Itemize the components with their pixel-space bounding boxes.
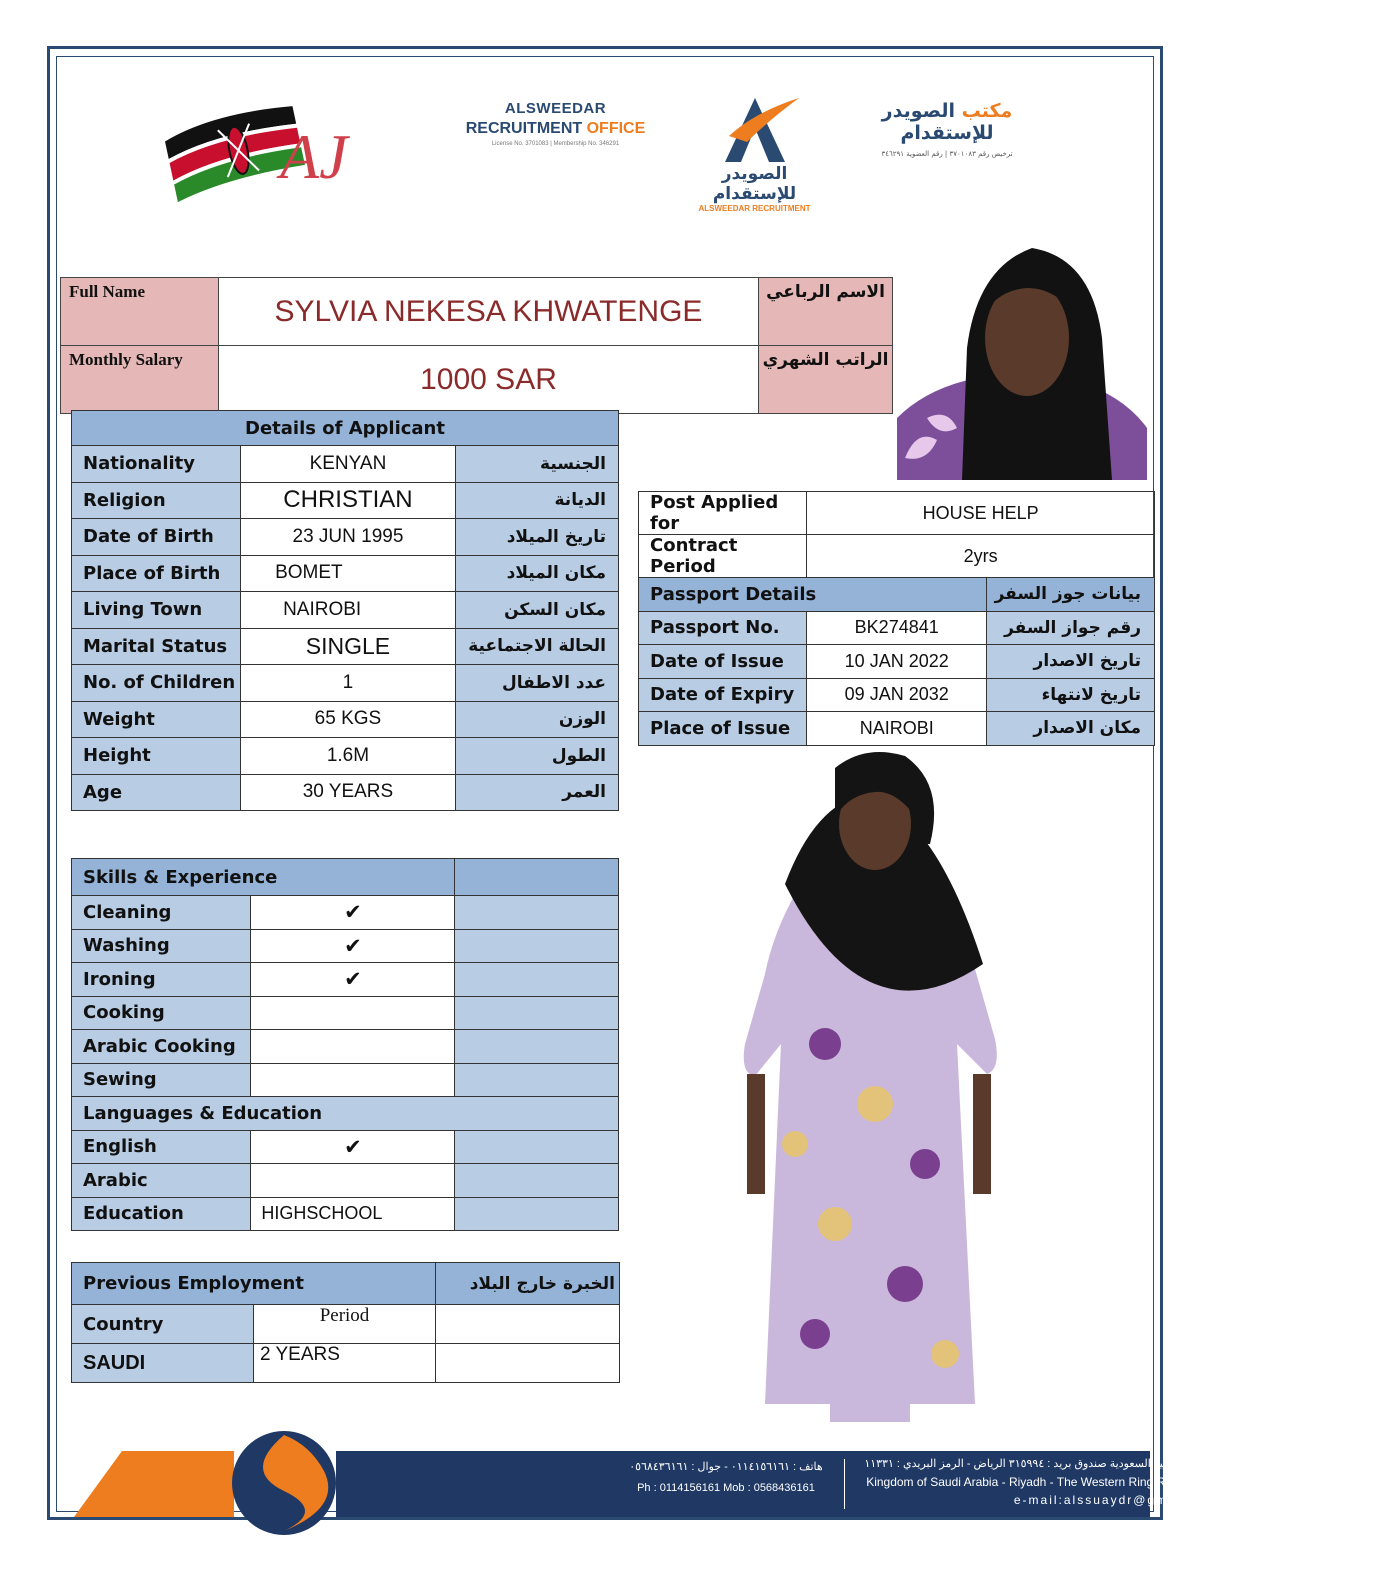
arabic-logo-license: ترخيص رقم ٣٧٠١٠٨٣ | رقم العضوية ٣٤٦٢٩١ — [881, 150, 1013, 158]
details-value: 23 JUN 1995 — [241, 519, 456, 556]
logo-license: License No. 3701083 | Membership No. 346291 — [491, 141, 620, 147]
skills-table — [71, 858, 619, 1231]
skill-blank — [455, 963, 619, 997]
table-row — [72, 665, 619, 702]
passport-value: BK274841 — [807, 611, 987, 645]
education-value: HIGHSCHOOL — [251, 1197, 455, 1231]
arabic-logo-title — [842, 100, 1052, 144]
passport-label: Passport No. — [639, 611, 807, 645]
table-row — [639, 492, 1155, 535]
details-label: Weight — [72, 701, 241, 738]
skill-value — [251, 1030, 455, 1064]
period-value: 2 YEARS — [254, 1344, 436, 1383]
language-blank — [455, 1164, 619, 1198]
logo-line-1: ALSWEEDAR — [504, 100, 607, 117]
languages-title: Languages & Education — [72, 1097, 619, 1131]
table-row — [72, 1197, 619, 1231]
salary-value: 1000 SAR — [219, 346, 759, 414]
skill-label: Cooking — [72, 996, 251, 1030]
footer-email: e-mail:alssuaydr@gmail.com — [1013, 1493, 1221, 1507]
skills-header-blank — [455, 859, 619, 896]
full-name-label: Full Name — [61, 278, 219, 346]
contract-period-value: 2yrs — [807, 535, 1155, 578]
a-logo-icon — [695, 92, 815, 164]
table-row — [639, 535, 1155, 578]
table-row — [72, 1130, 619, 1164]
skill-blank — [455, 1030, 619, 1064]
passport-value: 10 JAN 2022 — [807, 645, 987, 679]
post-passport-table — [638, 491, 1155, 746]
details-value: BOMET — [241, 555, 456, 592]
check-icon: ✔ — [251, 963, 455, 997]
country-label: Country — [72, 1305, 254, 1344]
table-row — [72, 896, 619, 930]
skill-label: Cleaning — [72, 896, 251, 930]
details-label-ar: العمر — [455, 774, 618, 811]
table-row — [639, 578, 1155, 612]
details-label-ar: الحالة الاجتماعية — [455, 628, 618, 665]
a-logo-english: ALSWEEDAR RECRUITMENT — [698, 204, 811, 213]
applicant-headshot-photo — [897, 228, 1147, 480]
skill-value — [251, 1063, 455, 1097]
footer-divider — [844, 1459, 845, 1509]
passport-value: 09 JAN 2032 — [807, 678, 987, 712]
language-blank — [455, 1130, 619, 1164]
details-label-ar: الديانة — [455, 482, 618, 519]
post-applied-label: Post Applied for — [639, 492, 807, 535]
passport-value: NAIROBI — [807, 712, 987, 746]
skill-label: Washing — [72, 929, 251, 963]
period-label: Period — [254, 1305, 436, 1344]
arabic-logo-name: الصويدر للإستقدام — [881, 100, 994, 144]
employment-blank — [436, 1344, 620, 1383]
education-label: Education — [72, 1197, 251, 1231]
details-label: Date of Birth — [72, 519, 241, 556]
skill-blank — [455, 1063, 619, 1097]
employment-title: Previous Employment — [72, 1263, 436, 1305]
details-label-ar: الطول — [455, 738, 618, 775]
kenya-flag-aj-logo — [160, 88, 370, 206]
check-icon: ✔ — [251, 1130, 455, 1164]
employment-blank — [436, 1305, 620, 1344]
table-row — [72, 701, 619, 738]
details-label: Nationality — [72, 446, 241, 483]
table-row — [72, 859, 619, 896]
skill-blank — [455, 896, 619, 930]
applicant-details-table — [71, 410, 619, 811]
table-row — [72, 555, 619, 592]
table-row — [72, 963, 619, 997]
table-row — [72, 1164, 619, 1198]
arabic-logo-office: مكتب — [961, 100, 1013, 122]
logo-office: OFFICE — [586, 120, 646, 137]
details-label-ar: تاريخ الميلاد — [455, 519, 618, 556]
table-row — [639, 645, 1155, 679]
logo-recruitment: RECRUITMENT — [465, 120, 583, 137]
table-row — [72, 1344, 620, 1383]
footer-address — [851, 1455, 1383, 1509]
table-row — [72, 446, 619, 483]
details-label-ar: الجنسية — [455, 446, 618, 483]
table-row — [72, 592, 619, 629]
passport-label-ar: مكان الاصدار — [987, 712, 1155, 746]
details-label-ar: عدد الاطفال — [455, 665, 618, 702]
details-value: 1.6M — [241, 738, 456, 775]
details-value: CHRISTIAN — [241, 482, 456, 519]
passport-label: Date of Issue — [639, 645, 807, 679]
details-value: KENYAN — [241, 446, 456, 483]
footer-bar — [336, 1451, 1370, 1517]
table-row — [72, 996, 619, 1030]
table-row — [72, 1263, 620, 1305]
details-value: NAIROBI — [241, 592, 456, 629]
salary-label: Monthly Salary — [61, 346, 219, 414]
footer-address-ar: طريق الدائري الغربي - الرياض - المملكة العربية السعودية صندوق بريد : ٣١٥٩٩٤ الرياض - الرمز البريدي : ١١٣٣١ — [864, 1458, 1370, 1470]
details-label: Religion — [72, 482, 241, 519]
skill-label: Arabic Cooking — [72, 1030, 251, 1064]
details-label: Place of Birth — [72, 555, 241, 592]
table-row — [639, 712, 1155, 746]
skills-title: Skills & Experience — [72, 859, 455, 896]
table-row — [639, 678, 1155, 712]
table-row — [72, 774, 619, 811]
details-value: 1 — [241, 665, 456, 702]
footer-phone-en: Ph : 0114156161 Mob : 0568436161 — [637, 1482, 815, 1494]
passport-label-ar: تاريخ لانتهاء — [987, 678, 1155, 712]
table-row — [72, 929, 619, 963]
language-label: Arabic — [72, 1164, 251, 1198]
table-row — [72, 1030, 619, 1064]
details-value: 30 YEARS — [241, 774, 456, 811]
country-value: SAUDI — [72, 1344, 254, 1383]
table-row — [72, 1097, 619, 1131]
check-icon: ✔ — [251, 929, 455, 963]
table-row — [639, 611, 1155, 645]
skill-label: Sewing — [72, 1063, 251, 1097]
passport-label-ar: رقم جواز السفر — [987, 611, 1155, 645]
passport-label: Date of Expiry — [639, 678, 807, 712]
footer-phone-ar: هاتف : ٠١١٤١٥٦١٦١ - جوال : ٠٥٦٨٤٣٦١٦١ — [629, 1461, 823, 1473]
details-value: SINGLE — [241, 628, 456, 665]
passport-label-ar: تاريخ الاصدار — [987, 645, 1155, 679]
education-blank — [455, 1197, 619, 1231]
alsweedar-english-logo — [458, 100, 653, 170]
table-row — [72, 628, 619, 665]
footer-address-en: Kingdom of Saudi Arabia - Riyadh - The Western Ring Road - PostBox:315994 - Riyadh:11331 — [866, 1475, 1368, 1489]
table-row — [72, 1063, 619, 1097]
footer-swoosh-graphic — [74, 1431, 374, 1517]
footer-phone — [626, 1457, 826, 1499]
full-name-label-ar: الاسم الرباعي — [759, 278, 893, 346]
details-label: Age — [72, 774, 241, 811]
logo-line-2 — [458, 120, 653, 138]
table-row — [72, 519, 619, 556]
details-value: 65 KGS — [241, 701, 456, 738]
check-icon: ✔ — [251, 896, 455, 930]
table-row — [72, 1305, 620, 1344]
previous-employment-table — [71, 1262, 620, 1383]
passport-details-header-ar: بيانات جوز السفر — [987, 578, 1155, 612]
a-logo-arabic: الصويدر للإستقدام — [712, 164, 797, 204]
passport-label: Place of Issue — [639, 712, 807, 746]
details-label: No. of Children — [72, 665, 241, 702]
details-label: Marital Status — [72, 628, 241, 665]
applicant-full-body-photo — [725, 744, 1010, 1426]
language-label: English — [72, 1130, 251, 1164]
details-label: Height — [72, 738, 241, 775]
details-label-ar: الوزن — [455, 701, 618, 738]
aj-mark: AJ — [280, 121, 348, 192]
details-label-ar: مكان السكن — [455, 592, 618, 629]
details-label-ar: مكان الميلاد — [455, 555, 618, 592]
table-row — [72, 738, 619, 775]
language-value — [251, 1164, 455, 1198]
table-row — [72, 482, 619, 519]
alsweedar-a-logo — [682, 92, 827, 213]
skill-blank — [455, 929, 619, 963]
name-salary-table — [60, 277, 893, 414]
alsweedar-arabic-logo — [842, 100, 1052, 160]
salary-label-ar: الراتب الشهري — [759, 346, 893, 414]
contract-period-label: Contract Period — [639, 535, 807, 578]
full-name-value: SYLVIA NEKESA KHWATENGE — [219, 278, 759, 346]
skill-blank — [455, 996, 619, 1030]
skill-value — [251, 996, 455, 1030]
details-title: Details of Applicant — [72, 411, 619, 446]
details-label: Living Town — [72, 592, 241, 629]
employment-title-ar: الخبرة خارج البلاد — [436, 1263, 620, 1305]
passport-details-header: Passport Details — [639, 578, 987, 612]
skill-label: Ironing — [72, 963, 251, 997]
footer — [74, 1431, 1370, 1517]
post-applied-value: HOUSE HELP — [807, 492, 1155, 535]
